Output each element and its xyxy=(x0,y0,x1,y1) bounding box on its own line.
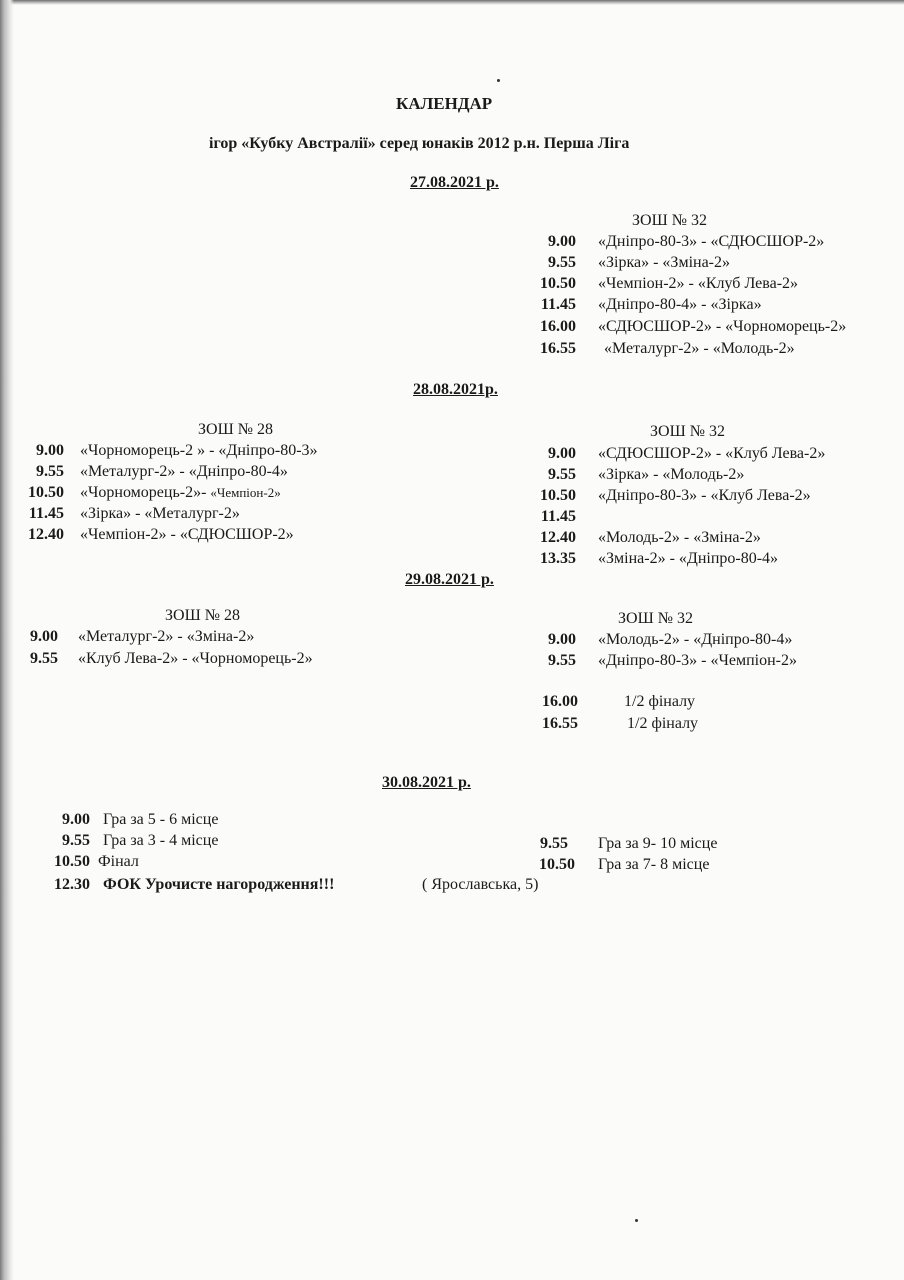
game-match: «Зірка» - «Металург-2» xyxy=(80,505,240,522)
game-match: 1/2 фіналу xyxy=(624,693,696,710)
game-time: 16.00 xyxy=(540,318,576,335)
game-time: 10.50 xyxy=(54,853,90,870)
game-time: 12.30 xyxy=(54,876,90,893)
scan-speck xyxy=(497,79,500,82)
game-time: 10.50 xyxy=(540,275,576,292)
game-match: «Дніпро-80-3» - «Чемпіон-2» xyxy=(598,652,797,669)
date-heading: 28.08.2021р. xyxy=(413,381,498,398)
game-time: 11.45 xyxy=(540,508,576,525)
game-time: 9.55 xyxy=(548,652,576,669)
page-subtitle: ігор «Кубку Австралії» серед юнаків 2012 р.н. Перша Ліга xyxy=(209,135,630,152)
game-time: 13.35 xyxy=(540,550,576,567)
game-match: «Металург-2» - «Молодь-2» xyxy=(604,340,795,357)
game-match: «Металург-2» - «Зміна-2» xyxy=(78,628,255,645)
game-time: 16.55 xyxy=(540,340,576,357)
venue-label: ЗОШ № 32 xyxy=(632,212,707,229)
game-time: 9.00 xyxy=(62,811,90,828)
game-time: 16.00 xyxy=(542,693,578,710)
game-time: 12.40 xyxy=(28,526,64,543)
game-time: 9.00 xyxy=(30,628,58,645)
game-time: 10.50 xyxy=(539,856,575,873)
page-title: КАЛЕНДАР xyxy=(396,94,493,113)
game-match: Гра за 3 - 4 місце xyxy=(103,832,219,849)
game-match-teams: «Чорноморець-2»- xyxy=(80,484,207,501)
venue-label: ЗОШ № 28 xyxy=(198,421,273,438)
game-match xyxy=(80,484,281,502)
game-match: Фінал xyxy=(98,853,139,870)
game-match: «Чорноморець-2 » - «Дніпро-80-3» xyxy=(80,442,318,459)
venue-label: ЗОШ № 32 xyxy=(650,423,725,440)
game-time: 12.40 xyxy=(540,529,576,546)
game-match: «Зірка» - «Молодь-2» xyxy=(598,466,745,483)
game-match-opponent: «Чемпіон-2» xyxy=(210,485,281,500)
game-match: Гра за 9- 10 місце xyxy=(598,835,718,852)
game-match: «Дніпро-80-3» - «СДЮСШОР-2» xyxy=(598,233,825,250)
game-time: 9.00 xyxy=(548,631,576,648)
game-match: 1/2 фіналу xyxy=(627,715,699,732)
date-heading: 29.08.2021 р. xyxy=(405,571,494,588)
game-match: «Дніпро-80-3» - «Клуб Лева-2» xyxy=(598,487,811,504)
game-time: 11.45 xyxy=(28,505,64,522)
game-match: Гра за 7- 8 місце xyxy=(598,856,710,873)
game-time: 9.55 xyxy=(548,254,576,271)
game-match: «Зміна-2» - «Дніпро-80-4» xyxy=(598,550,779,567)
game-match: «Дніпро-80-4» - «Зірка» xyxy=(598,296,762,313)
game-match: «Клуб Лева-2» - «Чорноморець-2» xyxy=(78,650,313,667)
game-match: «СДЮСШОР-2» - «Чорноморець-2» xyxy=(598,318,847,335)
game-time: 10.50 xyxy=(28,484,64,501)
game-match: Гра за 5 - 6 місце xyxy=(103,811,219,828)
game-match: «Молодь-2» - «Зміна-2» xyxy=(598,529,761,546)
game-time: 9.00 xyxy=(548,233,576,250)
game-time: 9.55 xyxy=(548,466,576,483)
game-match: «Металург-2» - «Дніпро-80-4» xyxy=(80,463,288,480)
game-time: 10.50 xyxy=(540,487,576,504)
game-time: 9.55 xyxy=(62,832,90,849)
venue-label: ЗОШ № 32 xyxy=(618,610,693,627)
game-time: 9.00 xyxy=(36,442,64,459)
game-match: «СДЮСШОР-2» - «Клуб Лева-2» xyxy=(598,445,826,462)
game-time: 9.00 xyxy=(548,445,576,462)
game-time: 11.45 xyxy=(540,296,576,313)
game-time: 9.55 xyxy=(540,835,568,852)
award-ceremony: ФОК Урочисте нагородження!!! xyxy=(103,876,335,893)
date-heading: 27.08.2021 р. xyxy=(410,174,499,191)
game-time: 16.55 xyxy=(542,715,578,732)
game-match: «Чемпіон-2» - «СДЮСШОР-2» xyxy=(80,526,294,543)
date-heading: 30.08.2021 р. xyxy=(382,774,471,791)
scan-speck xyxy=(635,1219,638,1222)
game-match: «Зірка» - «Зміна-2» xyxy=(598,254,730,271)
game-time: 9.55 xyxy=(36,463,64,480)
ceremony-address: ( Ярославська, 5) xyxy=(422,876,539,893)
game-match: «Чемпіон-2» - «Клуб Лева-2» xyxy=(598,275,799,292)
game-time: 9.55 xyxy=(30,650,58,667)
game-match: «Молодь-2» - «Дніпро-80-4» xyxy=(598,631,793,648)
venue-label: ЗОШ № 28 xyxy=(165,607,240,624)
scan-top-edge xyxy=(0,0,904,5)
